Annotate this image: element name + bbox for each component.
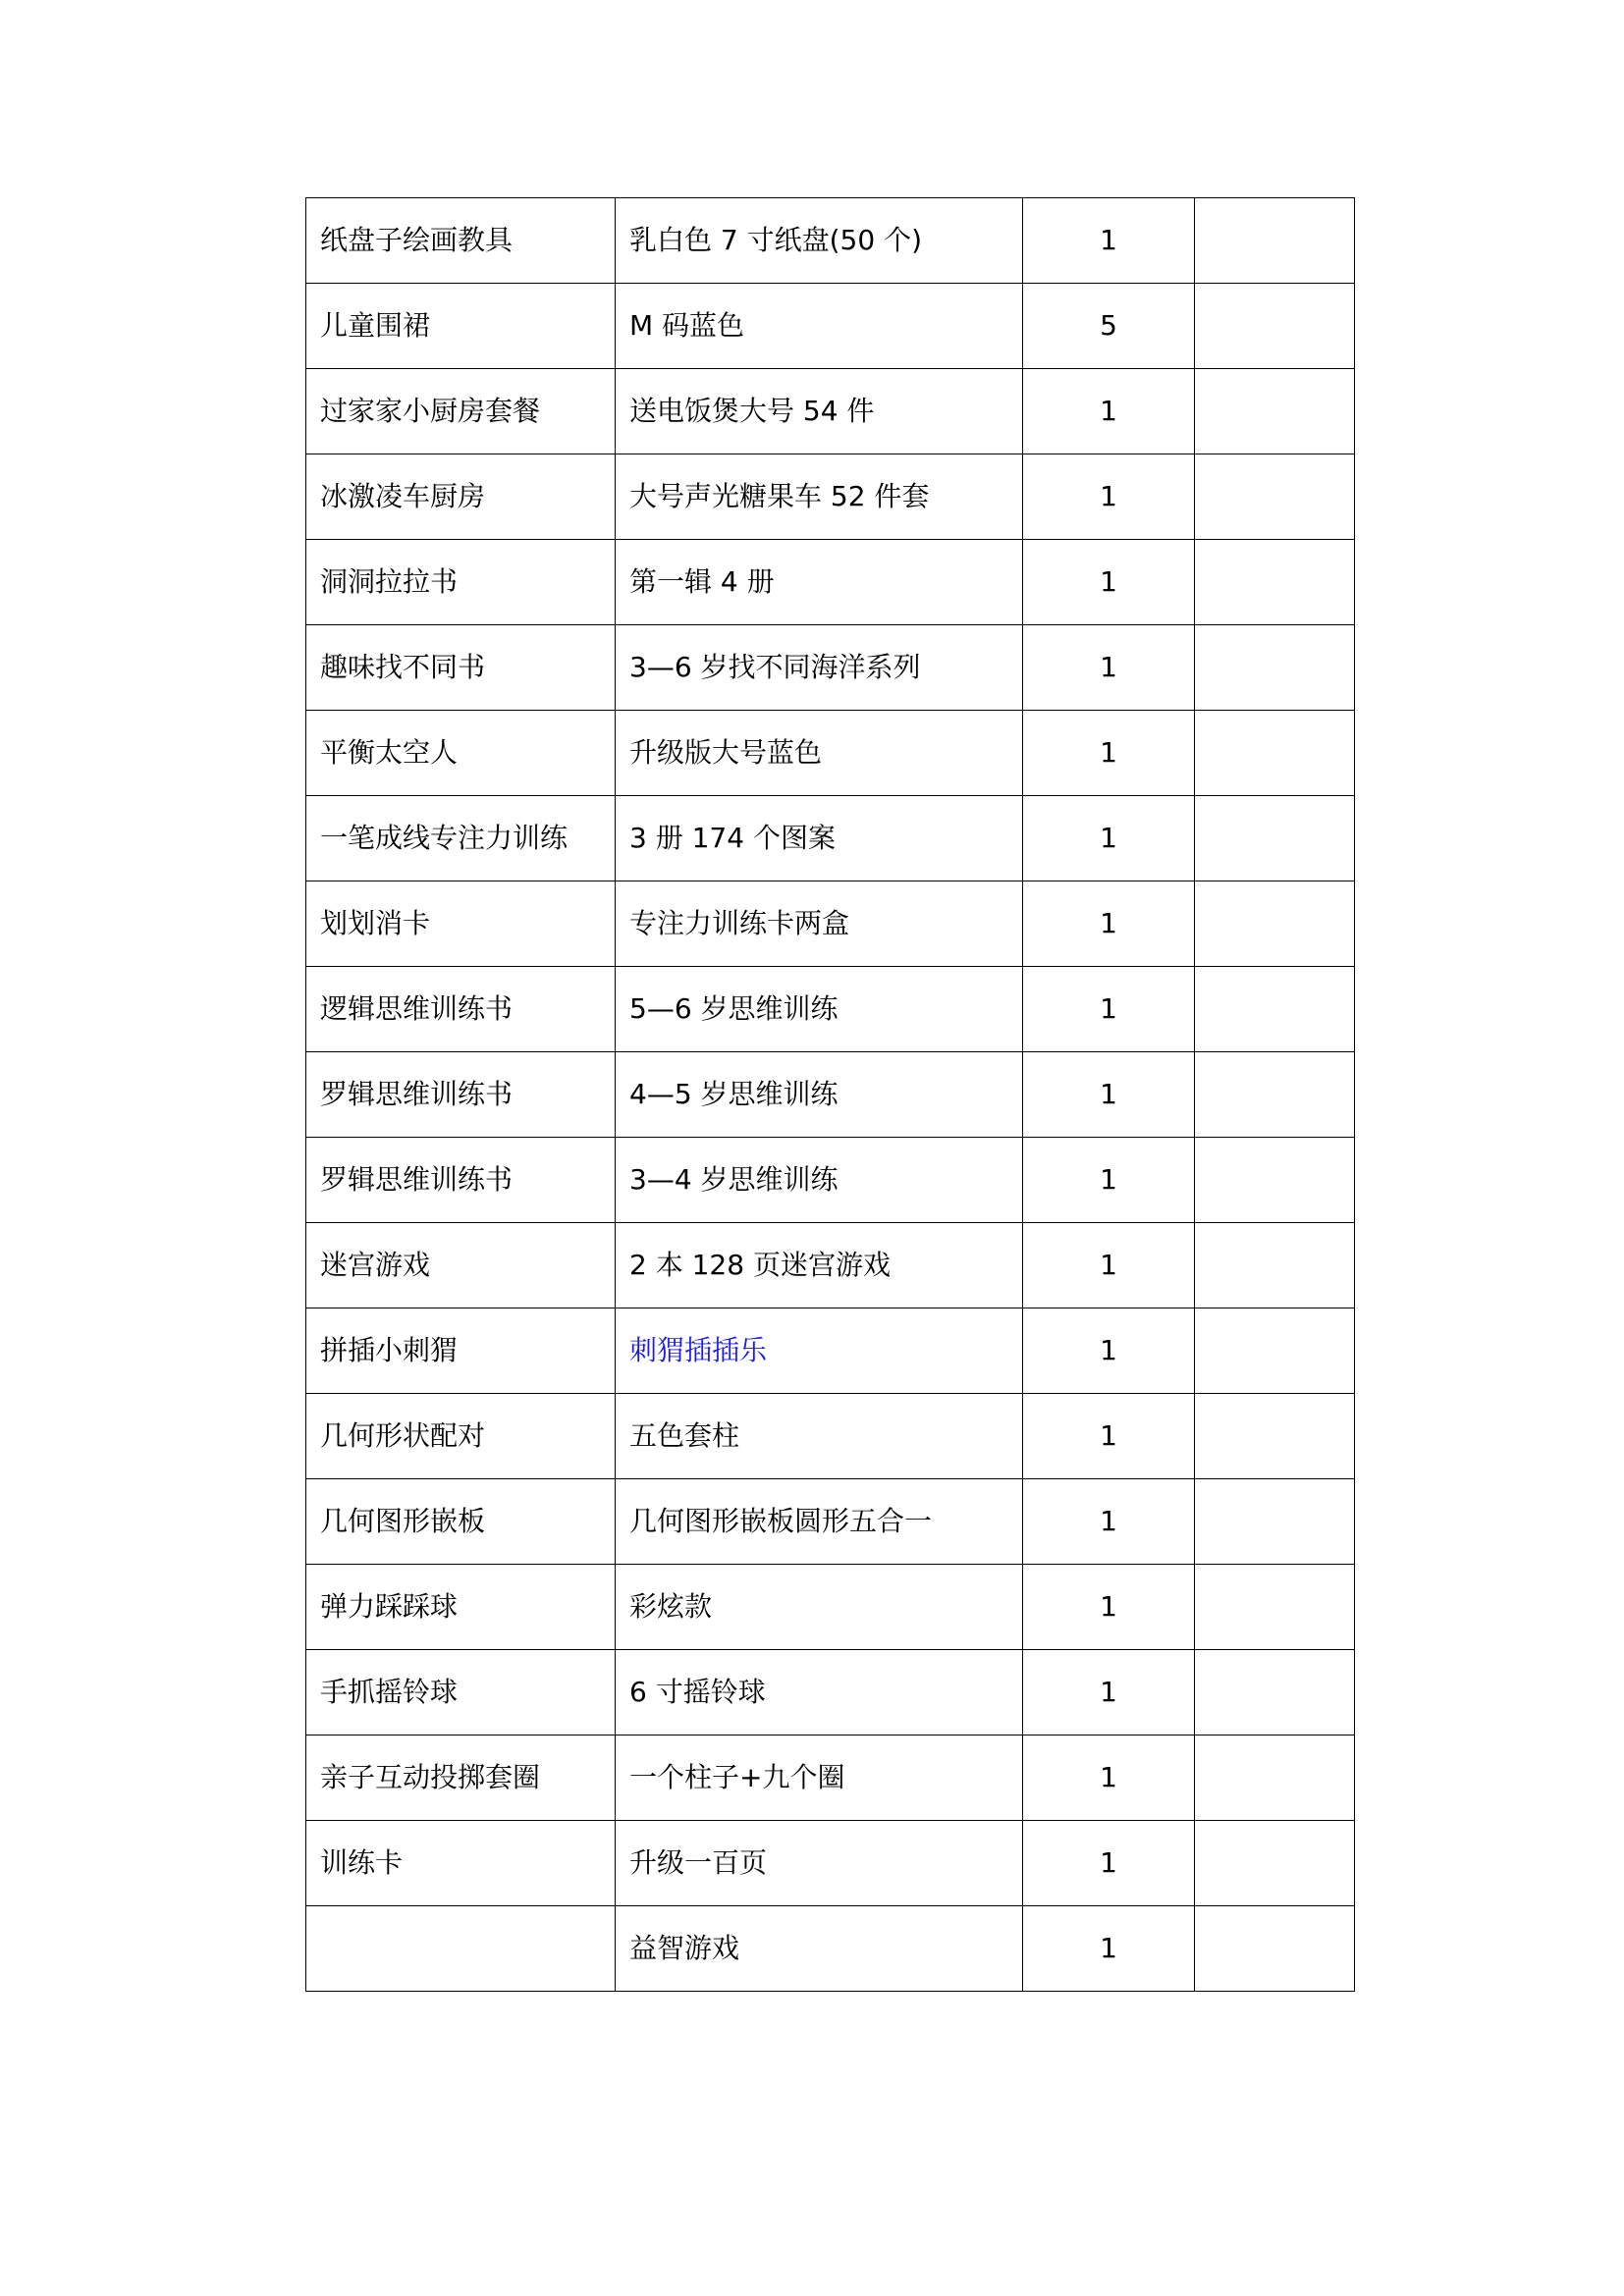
item-qty-cell bbox=[1023, 881, 1195, 967]
item-note-cell bbox=[1195, 625, 1355, 711]
table-row bbox=[306, 369, 1355, 454]
item-qty-cell bbox=[1023, 1052, 1195, 1138]
item-qty-text: 1 bbox=[1100, 1590, 1117, 1623]
item-qty-text: 1 bbox=[1100, 224, 1117, 256]
item-qty-cell bbox=[1023, 1394, 1195, 1479]
item-name-cell bbox=[306, 1138, 616, 1223]
item-note-cell bbox=[1195, 369, 1355, 454]
item-qty-cell bbox=[1023, 1223, 1195, 1308]
item-spec-cell bbox=[616, 1650, 1023, 1735]
item-qty-cell bbox=[1023, 1906, 1195, 1992]
item-name-cell bbox=[306, 1906, 616, 1992]
table-row bbox=[306, 1052, 1355, 1138]
item-name-cell bbox=[306, 1735, 616, 1821]
item-name-cell bbox=[306, 796, 616, 881]
item-spec-text: 6 寸摇铃球 bbox=[629, 1676, 766, 1708]
item-spec-text: 升级一百页 bbox=[629, 1846, 768, 1879]
item-name-cell bbox=[306, 1394, 616, 1479]
item-name-text: 划划消卡 bbox=[320, 907, 431, 939]
item-name-cell bbox=[306, 1308, 616, 1394]
item-qty-text: 1 bbox=[1100, 1078, 1117, 1110]
item-note-cell bbox=[1195, 711, 1355, 796]
item-name-cell bbox=[306, 1650, 616, 1735]
table-row bbox=[306, 625, 1355, 711]
item-qty-cell bbox=[1023, 369, 1195, 454]
item-name-cell bbox=[306, 540, 616, 625]
table-row bbox=[306, 1565, 1355, 1650]
table-row bbox=[306, 1394, 1355, 1479]
item-spec-cell bbox=[616, 625, 1023, 711]
item-name-cell bbox=[306, 1821, 616, 1906]
table-row bbox=[306, 1906, 1355, 1992]
item-note-cell bbox=[1195, 1906, 1355, 1992]
item-name-text: 一笔成线专注力训练 bbox=[320, 822, 568, 854]
item-spec-cell bbox=[616, 881, 1023, 967]
item-spec-cell bbox=[616, 454, 1023, 540]
item-name-text: 拼插小刺猬 bbox=[320, 1334, 459, 1366]
item-note-cell bbox=[1195, 1052, 1355, 1138]
item-qty-text: 1 bbox=[1100, 395, 1117, 427]
item-list-table bbox=[305, 197, 1355, 1992]
item-name-text: 亲子互动投掷套圈 bbox=[320, 1761, 541, 1793]
table-row bbox=[306, 796, 1355, 881]
item-note-cell bbox=[1195, 284, 1355, 369]
item-name-text: 迷宫游戏 bbox=[320, 1249, 431, 1281]
table-row bbox=[306, 1223, 1355, 1308]
item-spec-cell bbox=[616, 284, 1023, 369]
item-spec-cell bbox=[616, 967, 1023, 1052]
item-spec-cell bbox=[616, 1223, 1023, 1308]
item-name-cell bbox=[306, 1052, 616, 1138]
item-spec-text: 几何图形嵌板圆形五合一 bbox=[629, 1505, 933, 1537]
item-note-cell bbox=[1195, 1394, 1355, 1479]
item-spec-cell bbox=[616, 1565, 1023, 1650]
item-spec-text: 升级版大号蓝色 bbox=[629, 736, 823, 769]
item-note-cell bbox=[1195, 1223, 1355, 1308]
item-spec-text: 5—6 岁思维训练 bbox=[629, 992, 839, 1025]
item-spec-cell bbox=[616, 796, 1023, 881]
item-name-text: 手抓摇铃球 bbox=[320, 1676, 459, 1708]
item-name-text: 罗辑思维训练书 bbox=[320, 1078, 514, 1110]
item-name-text: 冰激凌车厨房 bbox=[320, 480, 486, 512]
item-spec-cell bbox=[616, 1308, 1023, 1394]
item-qty-cell bbox=[1023, 1308, 1195, 1394]
item-qty-text: 1 bbox=[1100, 1676, 1117, 1708]
item-qty-cell bbox=[1023, 540, 1195, 625]
item-qty-text: 1 bbox=[1100, 565, 1117, 598]
item-qty-cell bbox=[1023, 711, 1195, 796]
item-qty-cell bbox=[1023, 1479, 1195, 1565]
table-row bbox=[306, 284, 1355, 369]
item-name-cell bbox=[306, 1565, 616, 1650]
item-name-text: 几何图形嵌板 bbox=[320, 1505, 486, 1537]
table-row bbox=[306, 1735, 1355, 1821]
item-name-cell bbox=[306, 967, 616, 1052]
item-spec-cell bbox=[616, 1479, 1023, 1565]
item-name-text: 纸盘子绘画教具 bbox=[320, 224, 514, 256]
table-row bbox=[306, 881, 1355, 967]
item-name-text: 训练卡 bbox=[320, 1846, 404, 1879]
item-note-cell bbox=[1195, 454, 1355, 540]
item-qty-cell bbox=[1023, 1735, 1195, 1821]
item-spec-text: 五色套柱 bbox=[629, 1419, 740, 1452]
item-name-cell bbox=[306, 625, 616, 711]
item-qty-text: 5 bbox=[1100, 309, 1117, 342]
item-qty-text: 1 bbox=[1100, 1505, 1117, 1537]
item-spec-text: 3—4 岁思维训练 bbox=[629, 1163, 839, 1196]
item-note-cell bbox=[1195, 881, 1355, 967]
item-name-cell bbox=[306, 1479, 616, 1565]
item-qty-cell bbox=[1023, 1821, 1195, 1906]
item-qty-cell bbox=[1023, 967, 1195, 1052]
item-note-cell bbox=[1195, 796, 1355, 881]
item-qty-text: 1 bbox=[1100, 992, 1117, 1025]
item-qty-text: 1 bbox=[1100, 907, 1117, 939]
item-spec-text: 彩炫款 bbox=[629, 1590, 713, 1623]
item-spec-cell bbox=[616, 1394, 1023, 1479]
item-note-cell bbox=[1195, 1650, 1355, 1735]
item-spec-text: M 码蓝色 bbox=[629, 309, 745, 342]
item-note-cell bbox=[1195, 967, 1355, 1052]
item-qty-text: 1 bbox=[1100, 1419, 1117, 1452]
table-row bbox=[306, 1650, 1355, 1735]
item-qty-cell bbox=[1023, 198, 1195, 284]
item-qty-cell bbox=[1023, 454, 1195, 540]
item-name-cell bbox=[306, 1223, 616, 1308]
item-qty-text: 1 bbox=[1100, 1932, 1117, 1964]
table-row bbox=[306, 540, 1355, 625]
item-note-cell bbox=[1195, 1565, 1355, 1650]
table-row bbox=[306, 1479, 1355, 1565]
item-name-text: 儿童围裙 bbox=[320, 309, 431, 342]
item-qty-text: 1 bbox=[1100, 1163, 1117, 1196]
item-spec-text: 乳白色 7 寸纸盘(50 个) bbox=[629, 224, 922, 256]
item-qty-cell bbox=[1023, 284, 1195, 369]
item-name-text: 罗辑思维训练书 bbox=[320, 1163, 514, 1196]
item-spec-cell bbox=[616, 1906, 1023, 1992]
item-spec-text: 3—6 岁找不同海洋系列 bbox=[629, 651, 921, 683]
item-note-cell bbox=[1195, 198, 1355, 284]
item-spec-text: 2 本 128 页迷宫游戏 bbox=[629, 1249, 891, 1281]
item-name-cell bbox=[306, 881, 616, 967]
item-note-cell bbox=[1195, 540, 1355, 625]
item-spec-cell bbox=[616, 369, 1023, 454]
item-name-text: 弹力踩踩球 bbox=[320, 1590, 459, 1623]
item-note-cell bbox=[1195, 1479, 1355, 1565]
item-qty-text: 1 bbox=[1100, 651, 1117, 683]
item-name-text: 过家家小厨房套餐 bbox=[320, 395, 541, 427]
item-spec-cell bbox=[616, 1052, 1023, 1138]
item-spec-text: 送电饭煲大号 54 件 bbox=[629, 395, 875, 427]
item-spec-cell bbox=[616, 711, 1023, 796]
table-row bbox=[306, 1308, 1355, 1394]
item-note-cell bbox=[1195, 1735, 1355, 1821]
item-spec-cell bbox=[616, 1138, 1023, 1223]
item-name-cell bbox=[306, 711, 616, 796]
item-name-text: 逻辑思维训练书 bbox=[320, 992, 514, 1025]
item-name-cell bbox=[306, 369, 616, 454]
item-spec-text: 4—5 岁思维训练 bbox=[629, 1078, 839, 1110]
item-spec-text: 专注力训练卡两盒 bbox=[629, 907, 850, 939]
item-name-cell bbox=[306, 284, 616, 369]
item-name-text: 趣味找不同书 bbox=[320, 651, 486, 683]
item-qty-text: 1 bbox=[1100, 1249, 1117, 1281]
item-spec-cell bbox=[616, 198, 1023, 284]
item-qty-text: 1 bbox=[1100, 1846, 1117, 1879]
table-row bbox=[306, 1138, 1355, 1223]
item-qty-text: 1 bbox=[1100, 1761, 1117, 1793]
item-note-cell bbox=[1195, 1138, 1355, 1223]
table-row bbox=[306, 1821, 1355, 1906]
item-name-cell bbox=[306, 198, 616, 284]
item-spec-cell bbox=[616, 1821, 1023, 1906]
item-spec-text: 大号声光糖果车 52 件套 bbox=[629, 480, 930, 512]
item-qty-cell bbox=[1023, 1650, 1195, 1735]
table-row bbox=[306, 711, 1355, 796]
table-row bbox=[306, 198, 1355, 284]
item-qty-cell bbox=[1023, 625, 1195, 711]
item-qty-cell bbox=[1023, 796, 1195, 881]
item-name-text: 几何形状配对 bbox=[320, 1419, 486, 1452]
item-spec-cell bbox=[616, 1735, 1023, 1821]
table-row bbox=[306, 454, 1355, 540]
item-qty-text: 1 bbox=[1100, 736, 1117, 769]
item-note-cell bbox=[1195, 1308, 1355, 1394]
table-row bbox=[306, 967, 1355, 1052]
item-spec-cell bbox=[616, 540, 1023, 625]
item-spec-link[interactable]: 刺猬插插乐 bbox=[629, 1334, 768, 1366]
item-spec-text: 3 册 174 个图案 bbox=[629, 822, 836, 854]
item-name-cell bbox=[306, 454, 616, 540]
item-qty-text: 1 bbox=[1100, 822, 1117, 854]
item-qty-cell bbox=[1023, 1138, 1195, 1223]
item-spec-text: 益智游戏 bbox=[629, 1932, 740, 1964]
item-qty-cell bbox=[1023, 1565, 1195, 1650]
item-spec-text: 一个柱子+九个圈 bbox=[629, 1761, 845, 1793]
item-note-cell bbox=[1195, 1821, 1355, 1906]
item-name-text: 平衡太空人 bbox=[320, 736, 459, 769]
table-body bbox=[306, 198, 1355, 1992]
item-qty-text: 1 bbox=[1100, 1334, 1117, 1366]
item-spec-text: 第一辑 4 册 bbox=[629, 565, 775, 598]
item-qty-text: 1 bbox=[1100, 480, 1117, 512]
item-name-text: 洞洞拉拉书 bbox=[320, 565, 459, 598]
